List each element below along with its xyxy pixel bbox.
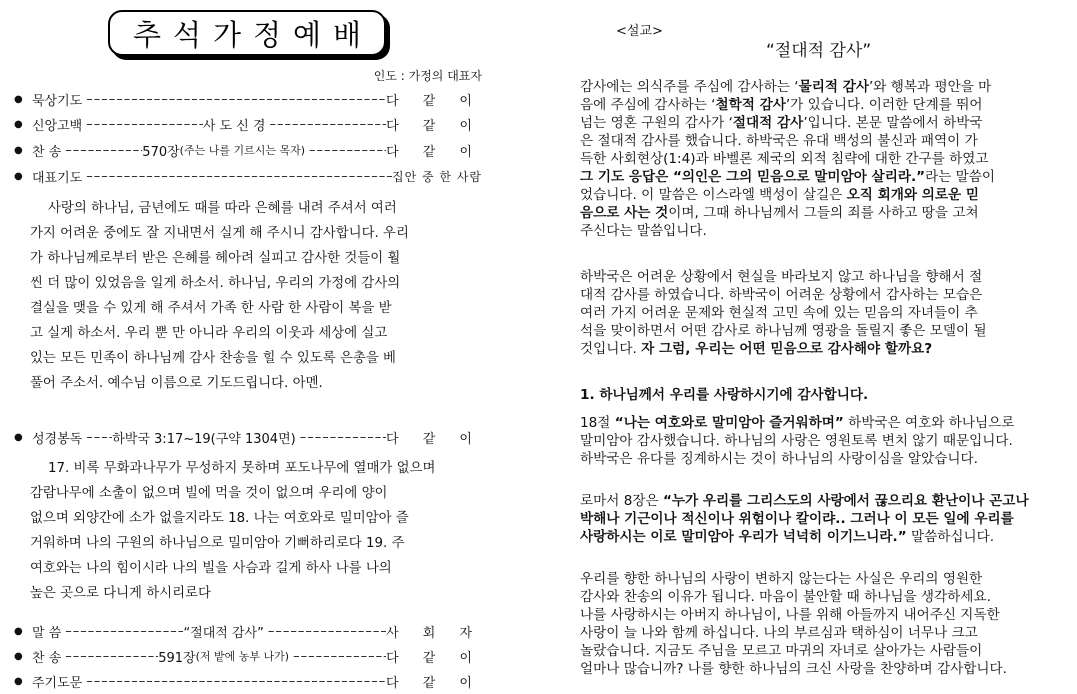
text-line: [580, 186, 1074, 204]
sermon-paragraph-5: [580, 570, 1074, 678]
order-responder: 다 같 이: [386, 431, 482, 447]
order-detail: 사 도 신 경: [202, 118, 266, 134]
order-row: [14, 645, 482, 667]
title-box: [108, 10, 386, 56]
text-line: [580, 570, 1074, 588]
text-line: [580, 96, 1074, 114]
sermon-paragraph-4: [580, 492, 1074, 546]
text-line: [580, 322, 1074, 340]
text-segment: 주신다는 말씀입니다.: [580, 223, 707, 239]
order-detail: “절대적 감사”: [183, 625, 264, 641]
text-segment: 감사에는 의식주를 주심에 감사하는 ‘: [580, 79, 799, 95]
order-label: 신앙고백: [32, 118, 83, 134]
text-line: [580, 642, 1074, 660]
order-row: [14, 620, 482, 642]
text-line: 고 실게 하소서. 우리 뿐 만 아니라 우리의 이웃과 세상에 실고: [30, 326, 388, 341]
text-line: [580, 414, 1074, 432]
text-line: [580, 168, 1074, 186]
page-title: 추석가정예배: [132, 17, 374, 52]
text-segment: 사랑이 늘 나와 함께 하십니다. 나의 부르심과 택하심이 너무나 크고: [580, 625, 978, 641]
text-line: [580, 78, 1074, 96]
emphasis-text: 철학적 감사: [715, 97, 786, 113]
emphasis-text: 박해나 기근이나 적신이나 위험이나 칼이랴.. 그러나 이 모든 일에 우리를: [580, 511, 1014, 527]
dash-leader: [82, 92, 386, 107]
emphasis-text: 물리적 감사: [798, 79, 869, 95]
dash-leader: [61, 649, 158, 664]
text-segment: 라는 말씀이: [925, 169, 996, 185]
text-line: [580, 528, 1074, 546]
dash-leader: [82, 117, 203, 132]
text-line: [580, 492, 1074, 510]
leader-note: 인도 : 가정의 대표자: [373, 69, 482, 83]
text-line: [580, 132, 1074, 150]
order-responder: 다 같 이: [386, 118, 483, 134]
sermon-paragraph-2: [580, 268, 1074, 358]
dash-leader: [305, 143, 386, 158]
order-responder: 다 같 이: [386, 144, 483, 160]
text-segment: 음에 주심에 감사하는 ‘: [580, 97, 716, 113]
text-line: [580, 204, 1074, 222]
text-line: 결실을 맺을 수 있게 해 주셔서 가족 한 사람 한 사람이 복을 받: [30, 301, 392, 316]
text-line: [580, 450, 1074, 468]
right-page: [540, 0, 1077, 694]
order-label: 대표기도: [32, 170, 83, 186]
text-line: [580, 660, 1074, 678]
scripture-paragraph: [30, 456, 478, 606]
emphasis-text: “나는 여호와로 말미암아 즐거워하며”: [614, 415, 844, 431]
text-line: 감람나무에 소출이 없으며 빌에 먹을 것이 없으며 우리에 양이: [30, 486, 388, 501]
text-segment: 얼마나 많습니까? 나를 향한 하나님의 크신 사랑을 찬양하며 감사합니다.: [580, 661, 1007, 677]
bullet-icon: ●: [14, 118, 23, 130]
sermon-tag: <설교>: [616, 24, 663, 39]
order-detail-note: (저 밭에 농부 나가): [195, 650, 290, 663]
text-segment: ’와 행복과 평안을 마: [868, 79, 992, 95]
order-detail-note: (주는 나를 기르시는 목자): [179, 144, 306, 157]
order-row: [14, 670, 482, 692]
text-line: [580, 606, 1074, 624]
text-segment: ’입니다. 본문 말씀에서 하박국: [803, 115, 983, 131]
order-label: 찬 송: [32, 144, 62, 160]
order-responder: 다 같 이: [386, 93, 482, 109]
text-segment: 었습니다. 이 말씀은 이스라엘 백성이 살길은: [580, 187, 847, 203]
order-row: [14, 113, 482, 135]
text-line: 사랑의 하나님, 금년에도 때를 따라 은혜를 내려 주셔서 여러: [48, 201, 397, 216]
order-detail: 570장: [142, 144, 180, 160]
order-detail: 591장: [158, 650, 196, 666]
emphasis-text: 오직 회개와 의로운 믿: [846, 187, 980, 203]
text-segment: 말씀하십니다.: [906, 529, 995, 545]
text-segment: 하박국은 여호와 하나님으로: [843, 415, 1015, 431]
text-line: 17. 비록 무화과나무가 무성하지 못하며 포도나무에 열매가 없으며: [48, 461, 436, 476]
sermon-paragraph-3: [580, 414, 1074, 468]
emphasis-text: 음으로 사는 것: [580, 205, 669, 221]
text-line: 가 하나님께로부터 받은 은혜를 헤아려 실피고 감사한 것들이 훨: [30, 251, 401, 266]
bullet-icon: ●: [14, 93, 23, 105]
dash-leader: [289, 649, 386, 664]
text-segment: 하박국은 유다를 징계하시는 것이 하나님의 사랑이심을 알았습니다.: [580, 451, 978, 467]
text-line: [580, 432, 1074, 450]
text-line: [580, 588, 1074, 606]
text-line: 가지 어려운 중에도 잘 지내면서 실게 해 주시니 감사합니다. 우리: [30, 226, 409, 241]
text-line: [580, 114, 1074, 132]
text-segment: 이며, 그때 하나님께서 그들의 죄를 사하고 땅을 고쳐: [668, 205, 979, 221]
text-line: [580, 286, 1074, 304]
section-heading: 1. 하나님께서 우리를 사랑하시기에 감사합니다.: [580, 387, 869, 403]
order-label: 말 씀: [32, 625, 62, 641]
dash-leader: [82, 430, 112, 445]
text-segment: 감사와 찬송의 이유가 됩니다. 마음이 불안할 때 하나님을 생각하세요.: [580, 589, 991, 605]
emphasis-text: 자 그럼, 우리는 어떤 믿음으로 감사해야 할까요?: [641, 341, 933, 357]
bullet-icon: ●: [14, 170, 23, 182]
left-page: [0, 0, 520, 694]
order-label: 찬 송: [32, 650, 62, 666]
order-row: [14, 165, 482, 187]
order-label: 묵상기도: [32, 93, 83, 109]
bullet-icon: ●: [14, 675, 23, 687]
text-segment: 은 절대적 감사를 했습니다. 하박국은 유대 백성의 불신과 패역이 가: [580, 133, 978, 149]
text-segment: 득한 사회현상(1:4)과 바벨론 제국의 외적 침략에 대한 간구를 하였고: [580, 151, 989, 167]
bullet-icon: ●: [14, 625, 23, 637]
text-segment: 여러 가지 어려운 문제와 현실적 고민 속에 있는 믿음의 자녀들이 추: [580, 305, 978, 321]
text-line: 있는 모든 민족이 하나님께 감사 찬송을 힐 수 있도록 은총을 베: [30, 351, 396, 366]
text-line: [580, 222, 1074, 240]
emphasis-text: “누가 우리를 그리스도의 사랑에서 끊으리요 환난이나 곤고나: [662, 493, 1029, 509]
order-responder: 사 회 자: [386, 625, 483, 641]
text-line: [580, 150, 1074, 168]
dash-leader: [82, 169, 392, 184]
text-line: 여호와는 나의 힘이시라 나의 빌을 사슴과 길게 하사 나를 나의: [30, 561, 392, 576]
text-segment: 놀랐습니다. 지금도 주님을 모르고 마귀의 자녀로 살아가는 사람들이: [580, 643, 983, 659]
bullet-icon: ●: [14, 650, 23, 662]
emphasis-text: 그 기도 응답은 “의인은 그의 믿음으로 말미암아 살리라.”: [580, 169, 926, 185]
order-row: [14, 88, 482, 110]
text-line: 씬 더 많이 있었음을 일게 하소서. 하나님, 우리의 가정에 감사의: [30, 276, 401, 291]
sermon-title: “절대적 감사”: [766, 41, 872, 61]
text-segment: 나를 사랑하시는 아버지 하나님이, 나를 위해 아들까지 내어주신 지독한: [580, 607, 1000, 623]
order-label: 성경봉독: [32, 431, 83, 447]
emphasis-text: 사랑하시는 이로 말미암아 우리가 넉넉히 이기느니라.”: [580, 529, 907, 545]
text-line: 거워하며 나의 구원의 하나님으로 밀미암아 기뻐하리로다 19. 주: [30, 536, 405, 551]
dash-leader: [61, 143, 142, 158]
text-line: [580, 304, 1074, 322]
sermon-paragraph-1: [580, 78, 1074, 240]
emphasis-text: 절대적 감사: [732, 115, 804, 131]
order-row: [14, 139, 482, 161]
dash-leader: [296, 430, 386, 445]
text-line: [580, 624, 1074, 642]
bullet-icon: ●: [14, 144, 23, 156]
bullet-icon: ●: [14, 431, 23, 443]
text-line: 높은 곳으로 다니게 하시리로다: [30, 586, 211, 601]
text-line: 풀어 주소서. 예수님 이름으로 기도드립니다. 아멘.: [30, 376, 323, 391]
order-label: 주기도문: [32, 675, 83, 691]
text-segment: 로마서 8장은: [580, 493, 663, 509]
text-line: [580, 340, 1074, 358]
dash-leader: [61, 624, 183, 639]
text-line: [580, 268, 1074, 286]
order-responder: 다 같 이: [386, 650, 483, 666]
order-responder: 집안 중 한 사람: [392, 169, 482, 184]
order-responder: 다 같 이: [386, 675, 482, 691]
dash-leader: [265, 117, 386, 132]
text-segment: 18절: [580, 415, 615, 431]
prayer-paragraph: [30, 196, 478, 396]
text-segment: ’가 있습니다. 이러한 단계를 뛰어: [785, 97, 983, 113]
dash-leader: [82, 674, 386, 689]
text-segment: 하박국은 어려운 상황에서 현실을 바라보지 않고 하나님을 향해서 절: [580, 269, 983, 285]
order-row-reading: [14, 426, 482, 448]
text-line: 없으며 외양간에 소가 없을지라도 18. 나는 여호와로 밀미암아 즐: [30, 511, 409, 526]
text-segment: 말미암아 감사했습니다. 하나님의 사랑은 영원토록 변치 않기 때문입니다.: [580, 433, 1013, 449]
text-line: [580, 510, 1074, 528]
text-segment: 우리를 향한 하나님의 사랑이 변하지 않는다는 사실은 우리의 영원한: [580, 571, 983, 587]
order-detail: 하박국 3:17~19(구약 1304면): [112, 431, 296, 447]
dash-leader: [264, 624, 386, 639]
text-segment: 넘는 영혼 구원의 감사가 ‘: [580, 115, 733, 131]
text-segment: 것입니다.: [580, 341, 642, 357]
text-segment: 석을 맞이하면서 어떤 감사로 하나님께 영광을 돌릴지 좋은 모델이 될: [580, 323, 987, 339]
text-segment: 대적 감사를 하였습니다. 하박국이 어려운 상황에서 감사하는 모습은: [580, 287, 983, 303]
